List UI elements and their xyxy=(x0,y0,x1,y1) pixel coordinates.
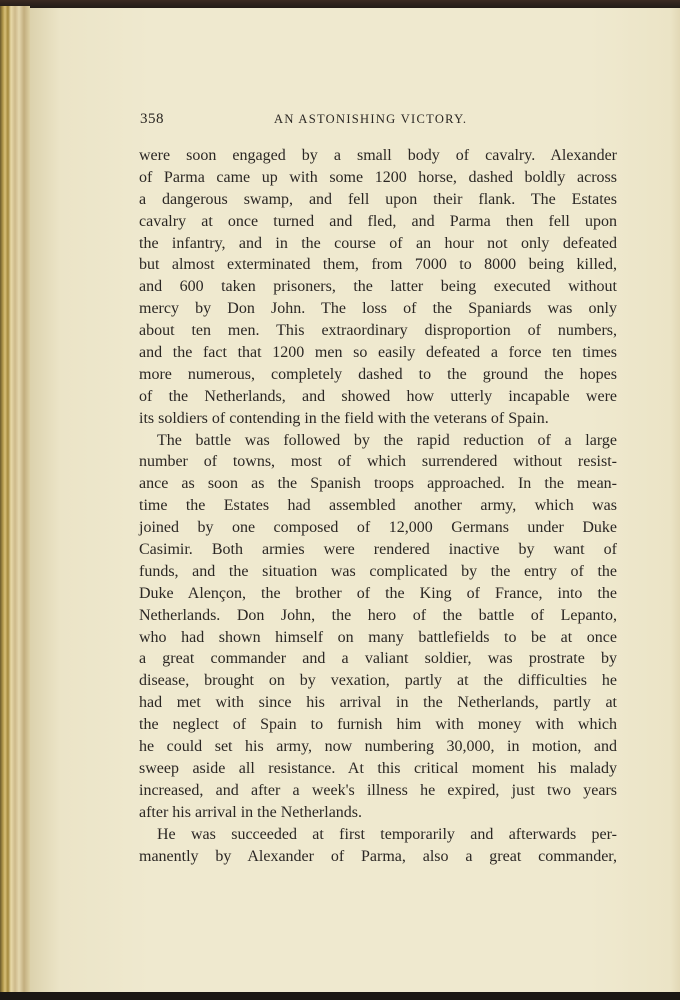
text-line: the infantry, and in the course of an hour not only defeated xyxy=(139,234,617,252)
text-line: funds, and the situation was complicated by the entry of the xyxy=(139,562,617,580)
text-line: its soldiers of contending in the field with the veterans of Spain. xyxy=(139,409,549,427)
text-line: disease, brought on by vexation, partly at the difficulties he xyxy=(139,672,617,690)
text-line: the neglect of Spain to furnish him with money with which xyxy=(139,716,617,734)
page-number: 358 xyxy=(140,111,164,127)
text-line: and 600 taken prisoners, the latter being executed without xyxy=(139,278,617,296)
text-line: joined by one composed of 12,000 Germans under Duke xyxy=(139,519,617,537)
text-line: who had shown himself on many battlefields to be at once xyxy=(139,628,617,646)
paragraph xyxy=(139,824,617,868)
text-line: number of towns, most of which surrendered without resist- xyxy=(139,453,617,471)
text-line: Duke Alençon, the brother of the King of France, into the xyxy=(139,584,617,602)
text-line: ance as soon as the Spanish troops approached. In the mean- xyxy=(139,475,617,493)
text-line: a dangerous swamp, and fell upon their flank. The Estates xyxy=(139,190,617,208)
text-line: about ten men. This extraordinary disproportion of numbers, xyxy=(139,322,617,340)
book-page-edges xyxy=(0,6,30,1000)
text-line: Netherlands. Don John, the hero of the battle of Lepanto, xyxy=(139,606,617,624)
text-line: of Parma came up with some 1200 horse, dashed boldly across xyxy=(139,168,617,186)
text-line: The battle was followed by the rapid reduction of a large xyxy=(157,431,617,449)
text-line: cavalry at once turned and fled, and Parma then fell upon xyxy=(139,212,617,230)
running-head xyxy=(110,108,570,130)
text-line: sweep aside all resistance. At this critical moment his malady xyxy=(139,759,617,777)
text-line: he could set his army, now numbering 30,000, in motion, and xyxy=(139,738,617,756)
text-line: manently by Alexander of Parma, also a great commander, xyxy=(139,847,617,865)
text-line: mercy by Don John. The loss of the Spaniards was only xyxy=(139,300,617,318)
text-line: were soon engaged by a small body of cavalry. Alexander xyxy=(139,147,617,164)
text-line: increased, and after a week's illness he expired, just two years xyxy=(139,781,617,799)
paragraph xyxy=(139,145,617,430)
text-line: had met with since his arrival in the Netherlands, partly at xyxy=(139,694,617,712)
bottom-scan-shadow xyxy=(0,992,680,1000)
text-line: of the Netherlands, and showed how utterly incapable were xyxy=(139,387,617,405)
paragraph xyxy=(139,430,617,824)
text-line: and the fact that 1200 men so easily defeated a force ten times xyxy=(139,344,617,362)
text-line: after his arrival in the Netherlands. xyxy=(139,803,363,821)
text-line: He was succeeded at first temporarily and afterwards per- xyxy=(157,825,617,843)
text-line: but almost exterminated them, from 7000 to 8000 being killed, xyxy=(139,256,617,274)
text-line: time the Estates had assembled another army, which was xyxy=(139,497,617,515)
text-line: Casimir. Both armies were rendered inactive by want of xyxy=(139,541,617,559)
text-line: a great commander and a valiant soldier, was prostrate by xyxy=(139,650,617,668)
body-text xyxy=(139,145,617,867)
text-line: more numerous, completely dashed to the ground the hopes xyxy=(139,365,617,383)
running-title: AN ASTONISHING VICTORY. xyxy=(274,112,468,126)
